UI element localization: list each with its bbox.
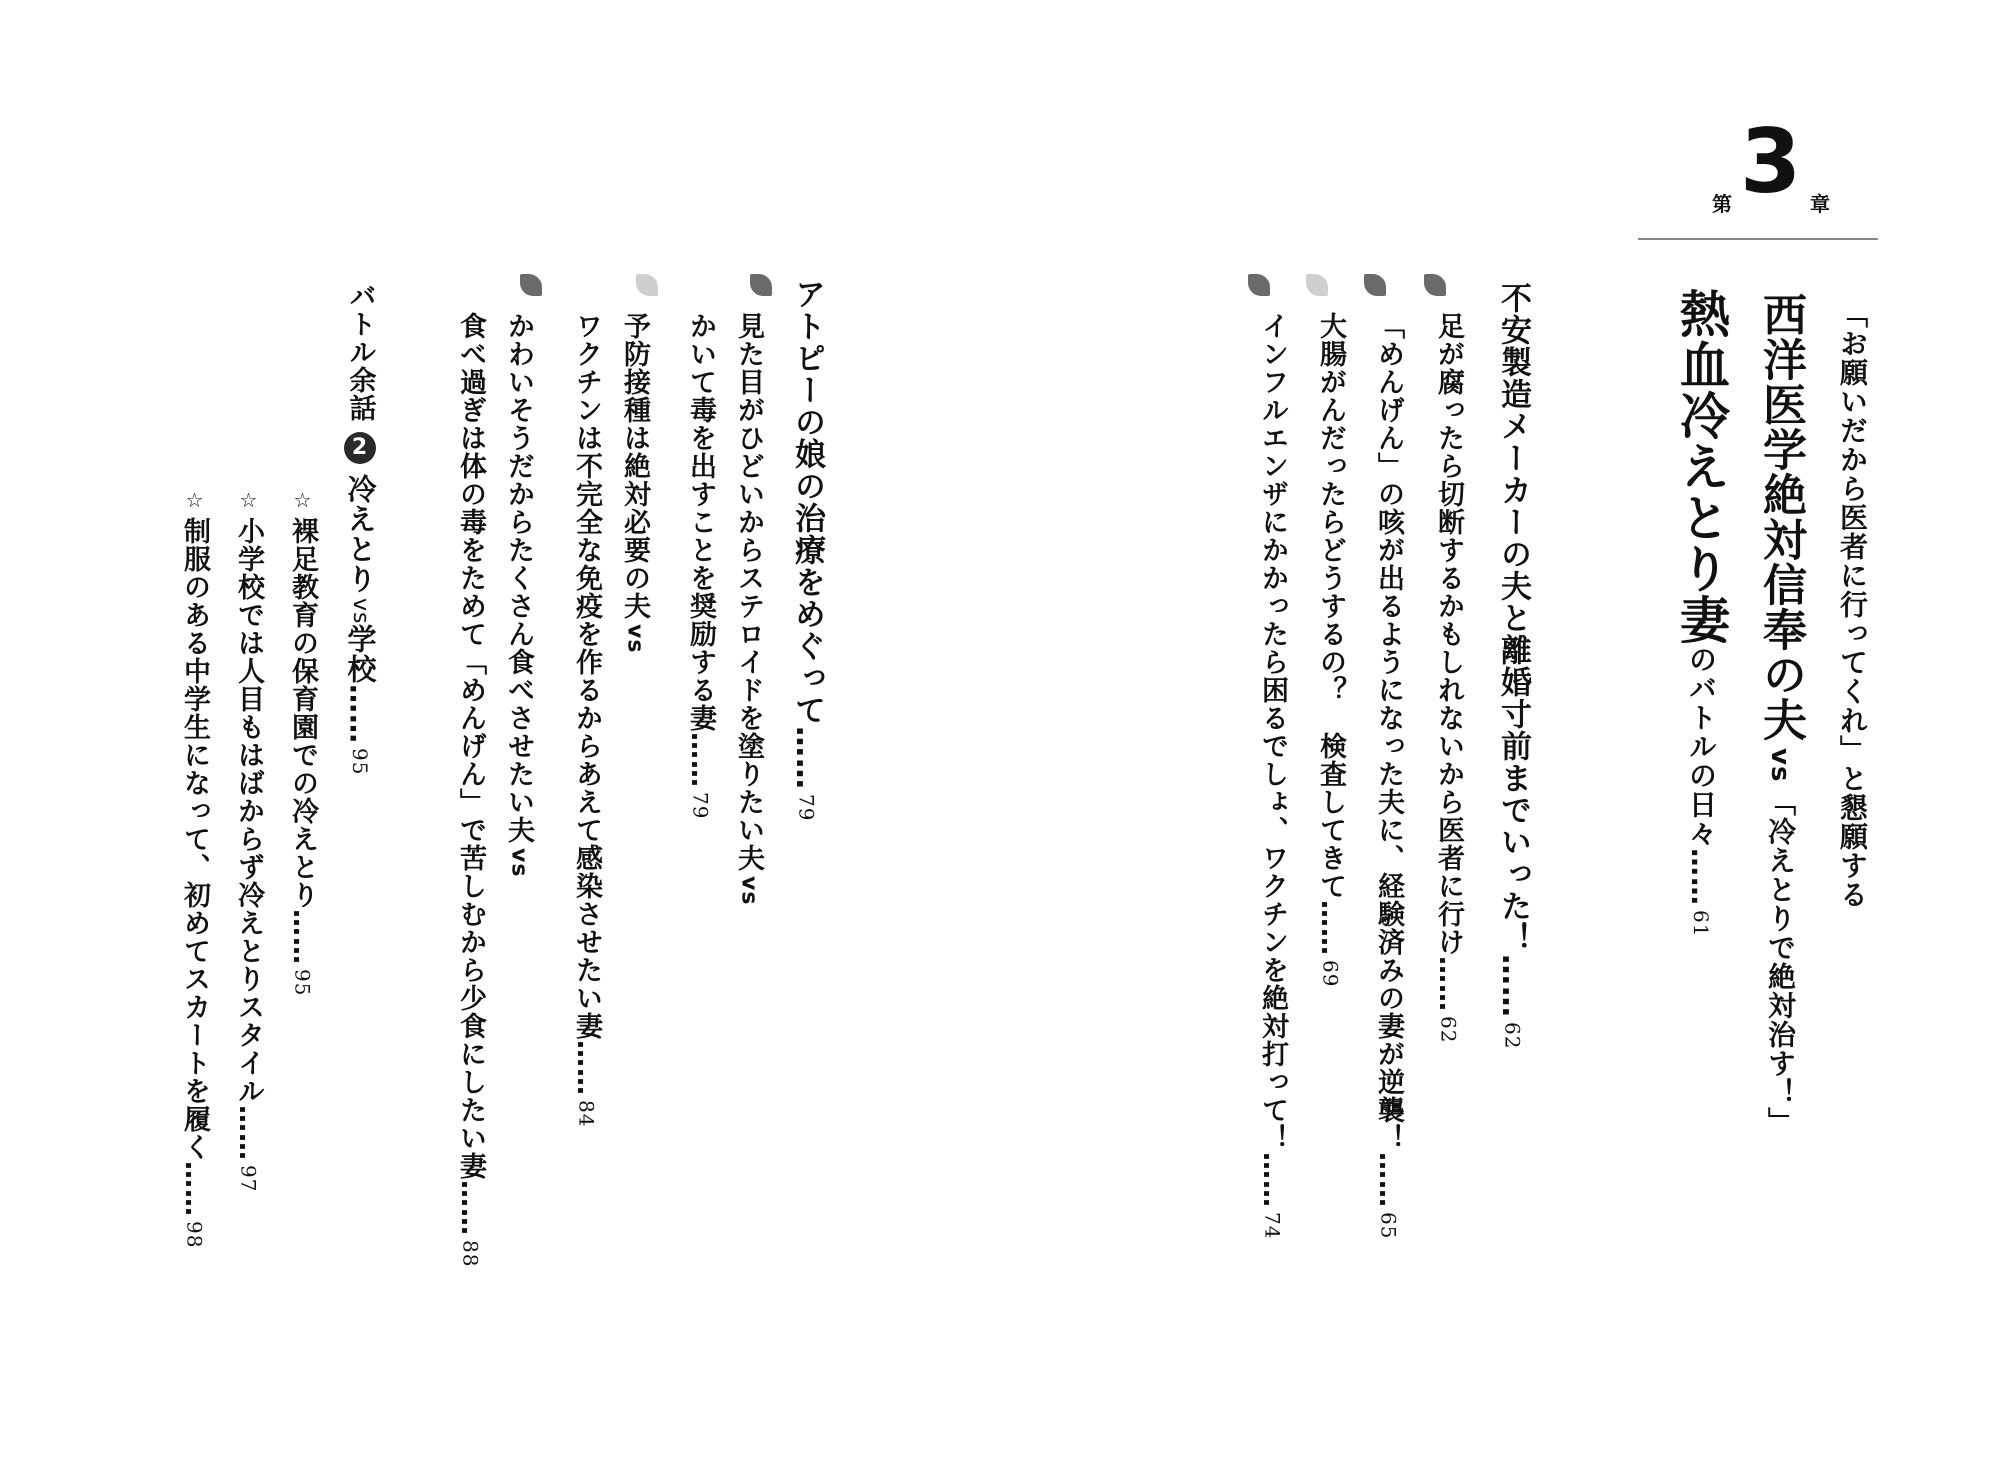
item-text: 食べ過ぎは体の毒をためて「めんげん」で苦しむから少食にしたい妻…… — [455, 312, 486, 1236]
column-item2 — [235, 488, 262, 1192]
item-vs: vs — [506, 848, 532, 878]
item-vs: vs — [736, 876, 762, 906]
leaf-icon — [636, 274, 658, 296]
leaf-icon — [1424, 274, 1446, 296]
section2-heading — [789, 278, 825, 822]
title-line2-big: 熱血冷えとり妻 — [1672, 288, 1730, 645]
item-text: 足が腐ったら切断するかもしれないから医者に行け…… — [1433, 312, 1464, 1012]
item-page: 97 — [236, 1165, 261, 1193]
title-line1-tail: 「冷えとりで絶対治す！」 — [1764, 788, 1797, 1137]
column-heading — [344, 282, 376, 776]
item-page: 84 — [574, 1100, 599, 1128]
item-text: 見た目がひどいからステロイドを塗りたい夫 — [733, 312, 764, 872]
item-text: 「めんげん」の咳が出るようになった夫に、経験済みの妻が逆襲！…… — [1373, 312, 1404, 1208]
chapter-suffix: 章 — [1810, 192, 1830, 216]
item-text: インフルエンザにかかったら困るでしょ、ワクチンを絶対打って！…… — [1257, 312, 1288, 1208]
chapter-number: 3 — [1740, 110, 1802, 213]
section1-page: 62 — [1500, 1022, 1525, 1050]
title-line1 — [1755, 292, 1806, 1137]
leaf-icon — [1306, 274, 1328, 296]
column-badge: 2 — [344, 432, 376, 464]
item-page: 69 — [1318, 960, 1343, 988]
item-text: ワクチンは不完全な免疫を作るからあえて感染させたい妻…… — [571, 312, 602, 1096]
column-page: 95 — [348, 748, 372, 776]
title-line2 — [1672, 288, 1730, 938]
item-vs: vs — [622, 624, 648, 654]
leaf-icon — [1364, 274, 1386, 296]
column-title-a: 冷えとり — [343, 474, 378, 594]
title-line2-small: のバトルの日々…… — [1685, 645, 1718, 906]
section1-item2 — [1375, 312, 1402, 1239]
title-vs: vs — [1765, 748, 1795, 783]
section2-item3-line2 — [457, 312, 484, 1267]
item-text: かわいそうだからたくさん食べさせたい夫 — [503, 312, 534, 844]
section2-item1-line2 — [687, 312, 714, 819]
item-page: 98 — [182, 1221, 207, 1249]
section2-page: 79 — [794, 794, 819, 822]
section2-item2-line1 — [621, 312, 648, 653]
section1-item1 — [1435, 312, 1462, 1043]
section2-heading-text: アトピーの娘の治療をめぐって…… — [789, 278, 825, 790]
item-page: 65 — [1376, 1212, 1401, 1240]
item-page: 79 — [688, 792, 713, 820]
chapter-prefix: 第 — [1712, 192, 1732, 216]
star-icon: ☆ — [182, 488, 207, 513]
title-line1-main: 西洋医学絶対信奉の夫 — [1755, 292, 1806, 742]
column-label: バトル余話 — [344, 282, 376, 422]
leaf-icon — [520, 274, 542, 296]
column-item1 — [289, 488, 316, 996]
column-title-b: 学校…… — [343, 624, 378, 745]
item-page: 62 — [1436, 1016, 1461, 1044]
chapter-header — [1700, 110, 1860, 218]
chapter-rule — [1638, 238, 1878, 240]
section1-item3 — [1317, 312, 1344, 987]
title-page: 61 — [1689, 910, 1713, 938]
section2-item3-line1 — [505, 312, 532, 877]
item-page: 74 — [1260, 1212, 1285, 1240]
item-text: 小学校では人目もはばからず冷えとりスタイル…… — [233, 517, 264, 1161]
section1-item4 — [1259, 312, 1286, 1239]
item-text: 大腸がんだったらどうするの？ 検査してきて…… — [1315, 312, 1346, 956]
section1-heading-text: 不安製造メーカーの夫と離婚寸前までいった！…… — [1495, 282, 1531, 1018]
item-text: 予防接種は絶対必要の夫 — [619, 312, 650, 620]
section2-item2-line2 — [573, 312, 600, 1127]
item-page: 88 — [458, 1240, 483, 1268]
item-text: 制服のある中学生になって、初めてスカートを履く…… — [179, 517, 210, 1217]
leaf-icon — [750, 274, 772, 296]
column-item3 — [181, 488, 208, 1248]
item-text: 裸足教育の保育園での冷えとり…… — [287, 517, 318, 965]
section2-item1-line1 — [735, 312, 762, 905]
star-icon: ☆ — [236, 488, 261, 513]
item-page: 95 — [290, 969, 315, 997]
column-vs: vs — [348, 598, 373, 625]
item-text: かいて毒を出すことを奨励する妻…… — [685, 312, 716, 788]
leaf-icon — [1248, 274, 1270, 296]
section1-heading — [1495, 282, 1531, 1050]
title-lead: 「お願いだから医者に行ってくれ」と懇願する — [1836, 300, 1869, 909]
star-icon: ☆ — [290, 488, 315, 513]
